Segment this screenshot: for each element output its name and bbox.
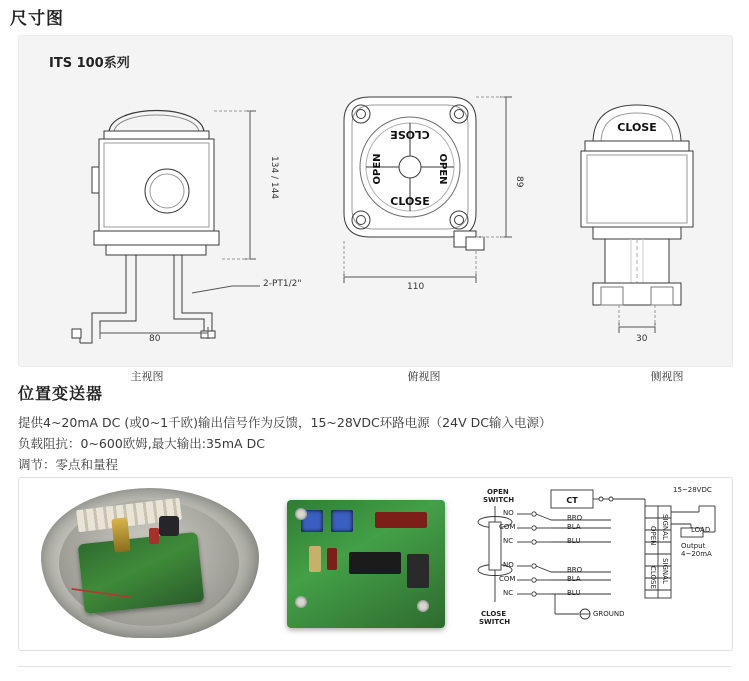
top-view-caption: 俯视图 [407, 370, 441, 383]
ground-label: GROUND [593, 610, 625, 618]
svg-text:CLOSE: CLOSE [390, 195, 430, 208]
bottom-divider [18, 666, 731, 667]
svg-text:OPEN: OPEN [437, 153, 448, 185]
dimension-panel [18, 35, 733, 383]
side-view-caption: 侧视图 [650, 370, 684, 383]
output-label-line1: Output [681, 542, 706, 550]
top-width-dimension: 110 [407, 282, 425, 292]
position-transmitter-title: 位置变送器 [18, 384, 104, 403]
wire-color-blu-open: BLU [567, 537, 581, 545]
terminal-name-close: CLOSE [649, 566, 657, 589]
side-view-drawing [549, 81, 724, 346]
wire-color-bro-open: BRO [567, 514, 583, 522]
transmitter-photo-panel [18, 477, 733, 651]
dimension-section-title: 尺寸图 [10, 9, 64, 29]
description-line-2: 负载阻抗：0~600欧姆,最大输出:35mA DC [18, 436, 265, 451]
pcb-board-photo [287, 500, 445, 628]
capacitor-2 [327, 548, 337, 570]
open-switch-label-line1: OPEN [487, 488, 509, 496]
contact-no-open: NO [503, 509, 514, 517]
close-switch-label-line2: SWITCH [479, 618, 511, 626]
load-label: LOAD [691, 526, 711, 534]
svg-text:CLOSE: CLOSE [617, 121, 657, 134]
front-view-drawing [54, 81, 294, 346]
terminal-name-open: OPEN [649, 526, 657, 546]
trimmer-pot-2 [331, 510, 353, 532]
installed-pcb [78, 532, 205, 614]
top-view-drawing [314, 81, 534, 311]
supply-voltage-label: 15~28VDC [673, 486, 712, 494]
wiring-diagram [459, 484, 729, 644]
front-view-caption: 主视图 [130, 370, 164, 383]
description-line-1: 提供4~20mA DC (或0~1千欧)输出信号作为反馈，15~28VDC环路电源（24V DC输入电源） [18, 415, 552, 430]
position-transmitter-description [18, 412, 718, 475]
wire-color-bro-close: BRO [567, 566, 583, 574]
mount-hole-1 [295, 596, 307, 608]
terminal-name-signal-1: SIGNAL [661, 514, 669, 540]
svg-text:CT: CT [566, 496, 578, 505]
wire-color-bla-open: BLA [567, 523, 581, 531]
terminal-connector [375, 512, 427, 528]
mount-hole-2 [417, 600, 429, 612]
wire-color-blu-close: BLU [567, 589, 581, 597]
red-component [149, 528, 159, 544]
wire-color-bla-close: BLA [567, 575, 581, 583]
close-switch-label-line1: CLOSE [481, 610, 507, 618]
black-component [159, 516, 179, 536]
capacitor-1 [309, 546, 321, 572]
contact-com-close: COM [499, 575, 516, 583]
description-line-3: 调节：零点和量程 [18, 457, 119, 472]
terminal-name-signal-2: SIGNAL [661, 558, 669, 584]
integrated-circuit [349, 552, 401, 574]
front-thread-label: 2-PT1/2" [263, 279, 302, 289]
side-width-dimension: 30 [636, 334, 648, 344]
ic-2 [407, 554, 429, 588]
contact-nc-close: NC [503, 589, 514, 597]
transmitter-installed-photo [41, 488, 259, 638]
svg-text:OPEN: OPEN [372, 153, 383, 185]
contact-no-close: NO [503, 561, 514, 569]
top-height-dimension: 89 [514, 176, 524, 188]
open-switch-label-line2: SWITCH [483, 496, 515, 504]
contact-nc-open: NC [503, 537, 514, 545]
potentiometer-shaft [111, 517, 130, 552]
output-label-line2: 4~20mA [681, 550, 712, 558]
front-height-dimension: 134 / 144 [269, 156, 279, 200]
contact-com-open: COM [499, 523, 516, 531]
front-width-dimension: 80 [149, 334, 161, 344]
series-label: ITS 100系列 [49, 56, 130, 71]
mount-hole-3 [295, 508, 307, 520]
svg-text:CLOSE: CLOSE [390, 128, 430, 141]
